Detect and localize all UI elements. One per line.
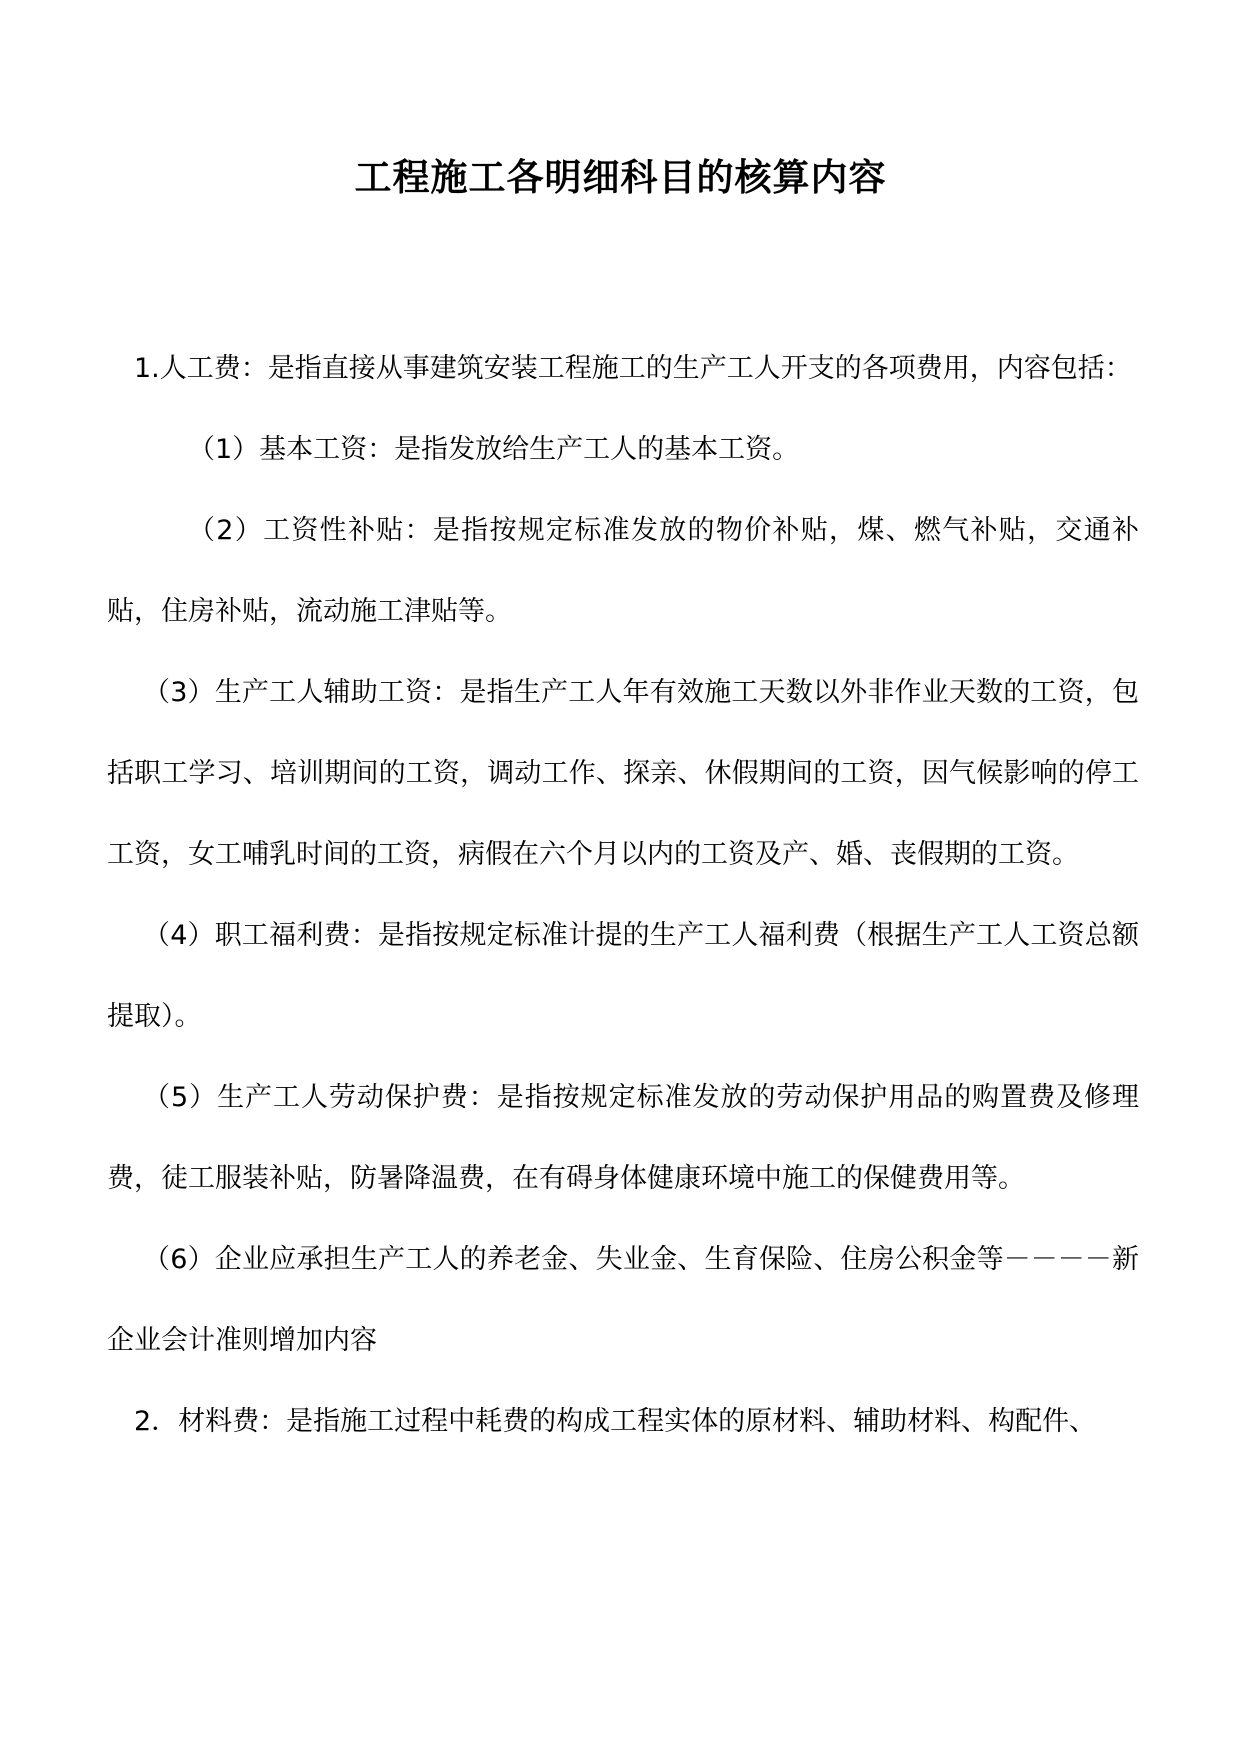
paragraph-basic-wage: （1）基本工资：是指发放给生产工人的基本工资。 [188,434,800,465]
paragraph-labor-cost: 1.人工费：是指直接从事建筑安装工程施工的生产工人开支的各项费用，内容包括： [134,353,1132,384]
paragraph-wage-subsidy: （2）工资性补贴：是指按规定标准发放的物价补贴，煤、燃气补贴，交通补贴，住房补贴，流动施工津贴等。 [107,515,1139,627]
document-title: 工程施工各明细科目的核算内容 [354,156,887,199]
paragraph-labor-protection: （5）生产工人劳动保护费：是指按规定标准发放的劳动保护用品的购置费及修理费，徒工服装补贴，防暑降温费，在有碍身体健康环境中施工的保健费用等。 [107,1082,1139,1194]
paragraph-auxiliary-wage: （3）生产工人辅助工资：是指生产工人年有效施工天数以外非作业天数的工资，包括职工学习、培训期间的工资，调动工作、探亲、休假期间的工资，因气候影响的停工工资，女工哺乳时间的工资，病假在六个月以内的工资及产、婚、丧假期的工资。 [107,677,1139,870]
paragraph-insurance: （6）企业应承担生产工人的养老金、失业金、生育保险、住房公积金等－－－－新企业会计准则增加内容 [107,1244,1139,1356]
paragraph-material-cost: 2．材料费：是指施工过程中耗费的构成工程实体的原材料、辅助材料、构配件、 [134,1406,1097,1437]
paragraph-welfare-fee: （4）职工福利费：是指按规定标准计提的生产工人福利费（根据生产工人工资总额提取）。 [107,920,1139,1032]
document-body [107,328,1139,1462]
